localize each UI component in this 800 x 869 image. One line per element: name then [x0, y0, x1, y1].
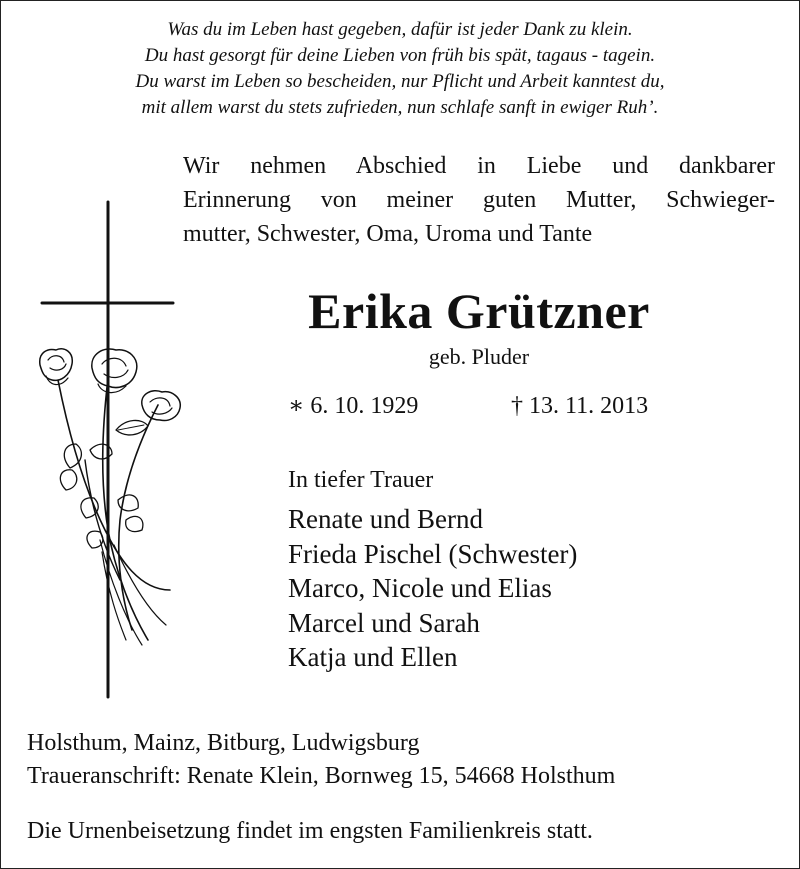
mourners-list — [288, 502, 577, 675]
poem-line: Du hast gesorgt für deine Lieben von früh bis spät, tagaus - tagein. — [144, 45, 656, 66]
burial-notice: Die Urnenbeisetzung findet im engsten Familienkreis statt. — [27, 818, 593, 844]
mourner-name: Katja und Ellen — [288, 642, 458, 672]
mourner-name: Frieda Pischel (Schwester) — [288, 538, 578, 569]
mourner-name: Marcel und Sarah — [288, 607, 480, 638]
maiden-name: geb. Pluder — [428, 344, 530, 369]
farewell-line: Wir nehmen Abschied in Liebe und dankbarer — [183, 153, 775, 179]
deceased-name: Erika Grützner — [308, 283, 650, 339]
poem-line: Du warst im Leben so bescheiden, nur Pflicht und Arbeit kanntest du, — [135, 71, 665, 92]
mourner-name: Marco, Nicole und Elias — [288, 573, 552, 603]
birth-date: ∗ 6. 10. 1929 — [288, 393, 419, 419]
farewell-line: Erinnerung von meiner guten Mutter, Schwieger- — [183, 187, 775, 213]
mourning-address: Traueranschrift: Renate Klein, Bornweg 15, 54668 Holsthum — [27, 763, 616, 789]
mourning-heading: In tiefer Trauer — [288, 467, 434, 493]
cross-with-roses-icon — [30, 200, 190, 700]
footer-info — [27, 727, 615, 793]
places-line: Holsthum, Mainz, Bitburg, Ludwigsburg — [27, 730, 420, 756]
mourner-name: Renate und Bernd — [288, 504, 483, 534]
poem-line: Was du im Leben hast gegeben, dafür ist jeder Dank zu klein. — [167, 19, 633, 40]
farewell-line: mutter, Schwester, Oma, Uroma und Tante — [183, 221, 593, 247]
farewell-text — [183, 149, 775, 251]
poem-line: mit allem warst du stets zufrieden, nun schlafe sanft in ewiger Ruh’. — [141, 97, 659, 118]
memorial-poem — [20, 17, 780, 121]
death-date: † 13. 11. 2013 — [511, 393, 649, 419]
